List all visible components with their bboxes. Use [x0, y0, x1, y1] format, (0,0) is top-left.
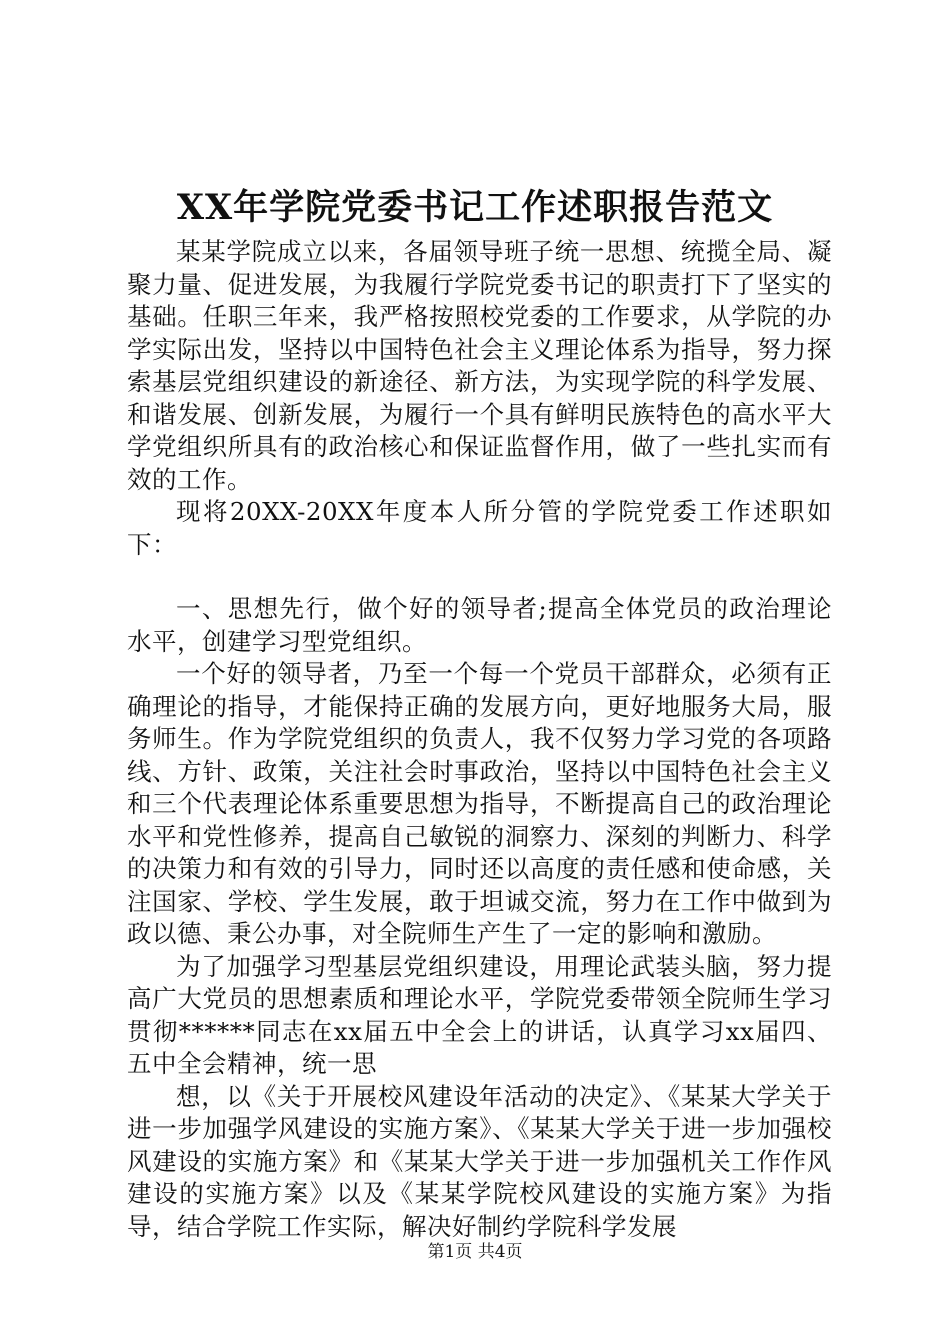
page-footer: 第1页 共4页 [427, 1242, 523, 1262]
paragraph-section-1-c: 想，以《关于开展校风建设年活动的决定》、《某某大学关于进一步加强学风建设的实施方案》、《某某大学关于进一步加强校风建设的实施方案》和《某某大学关于进一步加强机关工作作风建设的实施方案》以及《某某学院校风建设的实施方案》为指导，结合学院工作实际，解决好制约学院科学发展 [127, 1081, 832, 1241]
paragraph-section-1-a: 一个好的领导者，乃至一个每一个党员干部群众，必须有正确理论的指导，才能保持正确的发展方向，更好地服务大局，服务师生。作为学院党组织的负责人，我不仅努力学习党的各项路线、方针、政策，关注社会时事政治，坚持以中国特色社会主义和三个代表理论体系重要思想为指导，不断提高自己的政治理论水平和党性修养，提高自己敏锐的洞察力、深刻的判断力、科学的决策力和有效的引导力，同时还以高度的责任感和使命感，关注国家、学校、学生发展，敢于坦诚交流，努力在工作中做到为政以德、秉公办事，对全院师生产生了一定的影响和激励。 [127, 659, 832, 948]
paragraph-intro: 某某学院成立以来，各届领导班子统一思想、统揽全局、凝聚力量、促进发展，为我履行学院党委书记的职责打下了坚实的基础。任职三年来，我严格按照校党委的工作要求，从学院的办学实际出发，坚持以中国特色社会主义理论体系为指导，努力探索基层党组织建设的新途径、新方法，为实现学院的科学发展、和谐发展、创新发展，为履行一个具有鲜明民族特色的高水平大学党组织所具有的政治核心和保证监督作用，做了一些扎实而有效的工作。 [127, 237, 832, 494]
page-title: XX年学院党委书记工作述职报告范文 [176, 187, 774, 228]
paragraph-overview: 现将20XX-20XX年度本人所分管的学院党委工作述职如下： [127, 497, 832, 559]
paragraph-section-1-b: 为了加强学习型基层党组织建设，用理论武装头脑，努力提高广大党员的思想素质和理论水平，学院党委带领全院师生学习贯彻******同志在xx届五中全会上的讲话，认真学习xx届四、五中全会精神，统一思 [127, 951, 832, 1078]
section-heading-1: 一、思想先行，做个好的领导者;提高全体党员的政治理论水平，创建学习型党组织。 [127, 594, 832, 656]
document-body [127, 236, 832, 1243]
